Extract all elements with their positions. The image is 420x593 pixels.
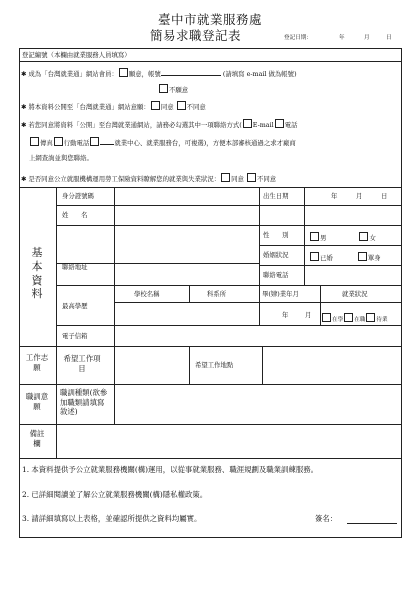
- job-item-label: 希望工作項目: [63, 354, 101, 373]
- note-2: ✱ 將本資料公開至「台灣就業通」網站意願： 同意 不同意: [21, 103, 206, 111]
- note-1-disagree: 不願意: [158, 84, 188, 93]
- note-4: ✱ 是否同意公立就服機構運用勞工保險資料瞭解您的就業與失業狀況： 同意 不同意: [21, 175, 277, 183]
- phone-label: 聯絡電話: [263, 271, 289, 279]
- gender-label: 性 別: [263, 231, 289, 239]
- id-number-field[interactable]: [115, 188, 258, 204]
- birth-date-label: 出生日期: [263, 192, 289, 200]
- phone-contact-checkbox[interactable]: [275, 119, 284, 128]
- department-header: 科系所: [207, 290, 227, 298]
- account-field[interactable]: [161, 75, 221, 76]
- date-label: 登記日期：: [284, 35, 312, 41]
- work-location-label: 希望工作地點: [195, 361, 234, 369]
- remarks-field[interactable]: [57, 425, 401, 457]
- n2-agree-checkbox[interactable]: [151, 101, 160, 110]
- birth-day: 日: [381, 192, 388, 200]
- name-label: 姓 名: [62, 211, 88, 219]
- school-name-header: 學校名稱: [134, 290, 160, 298]
- work-section-label: 工作志願: [25, 353, 49, 372]
- in-school-checkbox[interactable]: [322, 313, 331, 322]
- training-section-label: 職訓意願: [25, 392, 49, 411]
- star-icon: ✱: [21, 103, 27, 111]
- star-icon: ✱: [21, 121, 27, 129]
- star-icon: ✱: [21, 70, 27, 78]
- work-location-field[interactable]: [263, 347, 401, 383]
- signature-field[interactable]: [347, 514, 397, 524]
- training-type-label: 職訓種類(欲參加職類請填寫敘述): [60, 388, 108, 417]
- marital-label: 婚姻狀況: [263, 251, 289, 259]
- birth-month: 月: [356, 192, 363, 200]
- grad-month: 月: [305, 311, 312, 319]
- unemployed-checkbox[interactable]: [366, 313, 375, 322]
- date-day: 日: [386, 35, 392, 41]
- footer-note-3: 3. 請詳細填寫以上表格，並確認所提供之資料均屬實。: [22, 514, 202, 523]
- mobile-contact-checkbox[interactable]: [54, 137, 63, 146]
- education-label: 最高學歷: [62, 302, 88, 310]
- n4-agree-checkbox[interactable]: [221, 173, 230, 182]
- study-status-header: 就業狀況: [342, 290, 368, 298]
- note-3-line3: 上網查詢並與您聯絡。: [29, 154, 93, 162]
- note-1: ✱ 成為「台灣就業通」網站會員： 願意，帳號 (請填寫 e-mail 做為帳號): [21, 70, 297, 78]
- email-label: 電子信箱: [62, 332, 88, 340]
- name-field[interactable]: [115, 206, 258, 224]
- footer-note-1: 1. 本資料提供予公立就業服務機關(構)運用，以從事就業服務、職涯規劃及職業訓練服務。: [22, 465, 319, 474]
- email-contact-checkbox[interactable]: [243, 119, 252, 128]
- employed-checkbox[interactable]: [344, 313, 353, 322]
- basic-section-label: 基本資料: [31, 246, 43, 301]
- id-number-label: 身分證號碼: [62, 192, 94, 200]
- remarks-label: 備註欄: [29, 429, 45, 448]
- fax-contact-checkbox[interactable]: [30, 137, 39, 146]
- footer-note-2: 2. 已詳細閱讀並了解公立就業服務機關(構)隱私權政策。: [22, 490, 208, 499]
- center-contact-checkbox[interactable]: [90, 137, 99, 146]
- study-status-options: 在學 在職 待業: [321, 313, 388, 324]
- note-3-line2: 傳真 行動電話 就業中心、就業服務台，可複選)，方便本部審核通過之求才廠商: [29, 137, 296, 146]
- male-checkbox[interactable]: [310, 232, 319, 241]
- n1-agree-checkbox[interactable]: [119, 68, 128, 77]
- star-icon: ✱: [21, 175, 27, 183]
- note-3-line1: ✱ 若您同意將資料「公開」至台灣就業通網站，請務必勾選其中一項聯絡方式( E-mail 電話: [21, 121, 298, 129]
- n1-disagree-checkbox[interactable]: [159, 84, 168, 93]
- married-checkbox[interactable]: [310, 252, 319, 261]
- training-type-field[interactable]: [115, 385, 401, 423]
- graduation-header: 畢(肄)業年月: [262, 290, 299, 298]
- birth-year: 年: [331, 192, 338, 200]
- date-month: 月: [364, 35, 370, 41]
- single-checkbox[interactable]: [358, 252, 367, 261]
- grad-year: 年: [282, 311, 289, 319]
- marital-options: 已婚 單身: [309, 252, 381, 261]
- form-subtitle: 簡易求職登記表: [150, 28, 242, 43]
- school-name-field[interactable]: [115, 303, 258, 324]
- date-year: 年: [339, 35, 345, 41]
- female-checkbox[interactable]: [359, 232, 368, 241]
- gender-options: 男 女: [309, 232, 376, 241]
- address-field[interactable]: [115, 246, 258, 284]
- email-field[interactable]: [115, 326, 401, 345]
- form-title: 臺中市就業服務處: [157, 12, 262, 27]
- reg-no-label: 登記編號（本欄由就業服務人員填寫）: [22, 51, 131, 59]
- job-item-field[interactable]: [115, 347, 188, 383]
- address-label: 聯絡地址: [62, 263, 88, 271]
- signature-label: 簽名：: [315, 514, 338, 523]
- n2-disagree-checkbox[interactable]: [177, 101, 186, 110]
- n4-disagree-checkbox[interactable]: [247, 173, 256, 182]
